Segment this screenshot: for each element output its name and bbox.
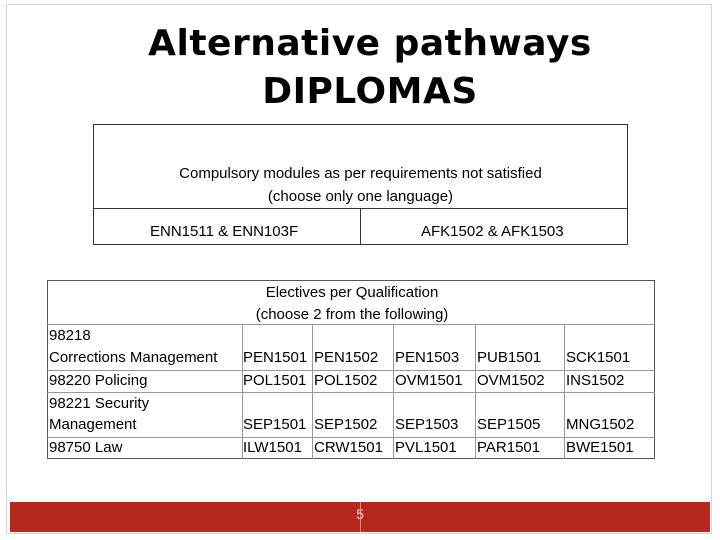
page-number: 5 bbox=[356, 506, 364, 522]
compulsory-header-line2: (choose only one language) bbox=[267, 188, 454, 205]
module-cell: ILW1501 bbox=[243, 439, 302, 456]
qualification-cell: Corrections Management bbox=[49, 349, 218, 366]
col-divider bbox=[393, 324, 394, 459]
module-cell: PEN1502 bbox=[314, 349, 379, 366]
module-cell: SEP1503 bbox=[395, 416, 459, 433]
module-cell: SEP1505 bbox=[477, 416, 541, 433]
slide-title-line1: Alternative pathways bbox=[148, 23, 592, 64]
module-cell: OVM1501 bbox=[395, 372, 463, 389]
col-divider bbox=[564, 324, 565, 459]
module-cell: INS1502 bbox=[566, 372, 625, 389]
electives-header-line1: Electives per Qualification bbox=[265, 284, 439, 301]
electives-header-line2: (choose 2 from the following) bbox=[255, 306, 449, 323]
qualification-cell: 98220 Policing bbox=[49, 372, 148, 389]
column-divider bbox=[360, 209, 361, 245]
module-cell: PEN1503 bbox=[395, 349, 460, 366]
qualification-cell: 98221 Security bbox=[49, 395, 150, 412]
module-cell: PAR1501 bbox=[477, 439, 541, 456]
qualification-cell: Management bbox=[49, 416, 137, 433]
afrikaans-modules: AFK1502 & AFK1503 bbox=[421, 223, 564, 240]
english-modules: ENN1511 & ENN103F bbox=[150, 223, 299, 240]
module-cell: PEN1501 bbox=[243, 349, 308, 366]
compulsory-modules-table bbox=[93, 124, 628, 245]
module-cell: OVM1502 bbox=[477, 372, 545, 389]
electives-table bbox=[47, 280, 655, 459]
qualification-cell: 98750 Law bbox=[49, 439, 123, 456]
module-cell: POL1502 bbox=[314, 372, 378, 389]
module-cell: SCK1501 bbox=[566, 349, 631, 366]
col-divider bbox=[312, 324, 313, 459]
compulsory-header-line1: Compulsory modules as per requirements not satisfied bbox=[179, 165, 542, 182]
slide-title-line2: DIPLOMAS bbox=[262, 71, 478, 112]
module-cell: SEP1502 bbox=[314, 416, 378, 433]
module-cell: BWE1501 bbox=[566, 439, 634, 456]
compulsory-header bbox=[94, 125, 627, 209]
module-cell: PUB1501 bbox=[477, 349, 542, 366]
qualification-cell: 98218 bbox=[49, 327, 91, 344]
module-cell: PVL1501 bbox=[395, 439, 457, 456]
module-cell: MNG1502 bbox=[566, 416, 635, 433]
module-cell: CRW1501 bbox=[314, 439, 383, 456]
module-cell: POL1501 bbox=[243, 372, 307, 389]
col-divider bbox=[475, 324, 476, 459]
module-cell: SEP1501 bbox=[243, 416, 307, 433]
